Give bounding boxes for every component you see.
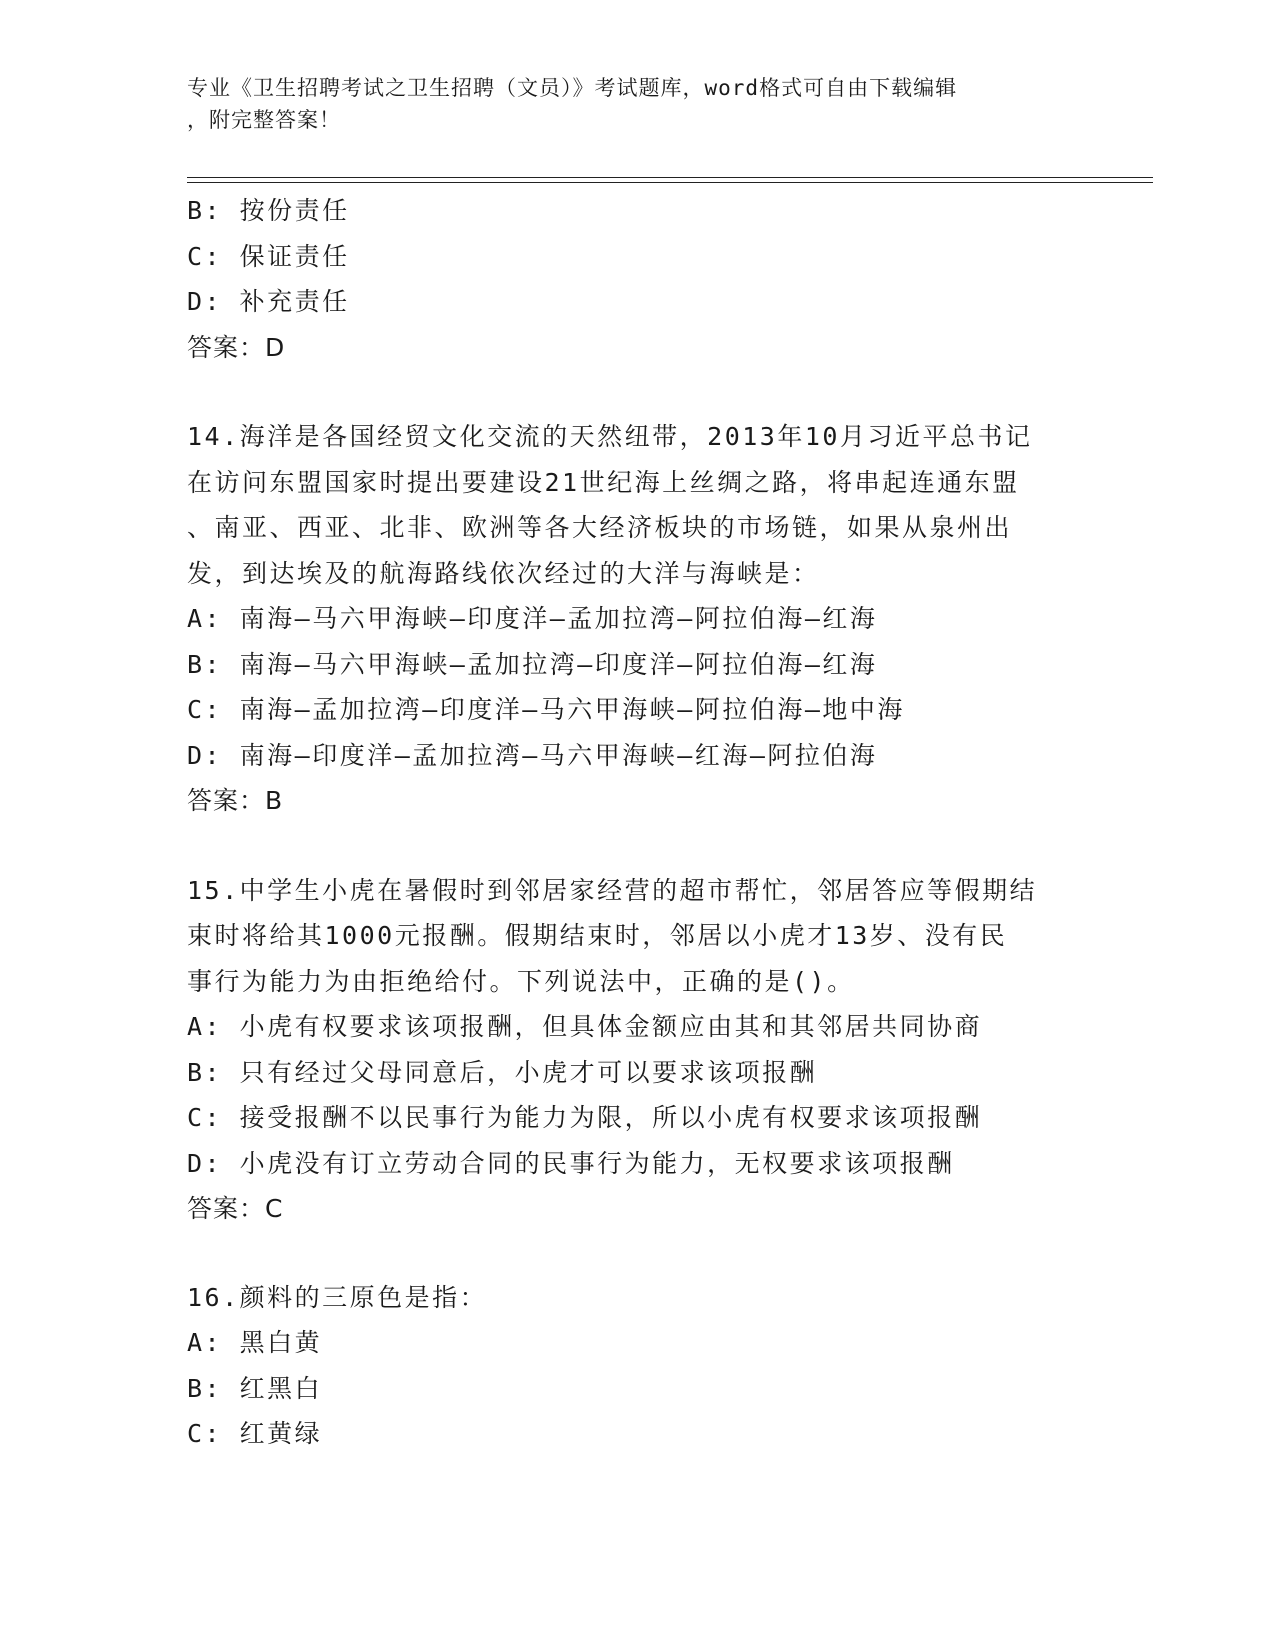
option-a: A: 小虎有权要求该项报酬，但具体金额应由其和其邻居共同协商 <box>187 1012 983 1041</box>
option-b: B: 红黑白 <box>187 1373 323 1403</box>
option-a: A: 黑白黄 <box>187 1328 323 1357</box>
question-text: 束时将给其1000元报酬。假期结束时，邻居以小虎才13岁、没有民 <box>187 921 1008 950</box>
spacer <box>187 370 1087 414</box>
question-text: 15.中学生小虎在暑假时到邻居家经营的超市帮忙，邻居答应等假期结 <box>187 875 1038 905</box>
option-c: C: 接受报酬不以民事行为能力为限，所以小虎有权要求该项报酬 <box>187 1103 983 1132</box>
spacer <box>187 1232 1087 1275</box>
answer: 答案：C <box>187 1194 284 1223</box>
option-d: D: 补充责任 <box>187 287 350 316</box>
option-c: C: 红黄绿 <box>187 1419 323 1448</box>
option-b: B: 南海—马六甲海峡—孟加拉湾—印度洋—阿拉伯海—红海 <box>187 649 878 679</box>
question-text: 事行为能力为由拒绝给付。下列说法中，正确的是()。 <box>187 966 855 996</box>
question-text: 、南亚、西亚、北非、欧洲等各大经济板块的市场链，如果从泉州出 <box>187 513 1013 542</box>
header-divider-bottom <box>187 182 1153 183</box>
option-a: A: 南海—马六甲海峡—印度洋—孟加拉湾—阿拉伯海—红海 <box>187 604 878 633</box>
question-15 <box>187 868 1087 1232</box>
question-16 <box>187 1275 1087 1457</box>
option-c: C: 南海—孟加拉湾—印度洋—马六甲海峡—阿拉伯海—地中海 <box>187 695 905 724</box>
question-text: 14.海洋是各国经贸文化交流的天然纽带，2013年10月习近平总书记 <box>187 422 1033 451</box>
question-14 <box>187 414 1087 824</box>
document-header <box>187 72 1067 136</box>
header-line-2: ，附完整答案！ <box>187 108 341 132</box>
question-text: 在访问东盟国家时提出要建设21世纪海上丝绸之路，将串起连通东盟 <box>187 467 1020 497</box>
question-text: 发，到达埃及的航海路线依次经过的大洋与海峡是： <box>187 558 820 588</box>
header-line-1: 专业《卫生招聘考试之卫生招聘（文员）》考试题库，word格式可自由下载编辑 <box>187 76 958 100</box>
option-b: B: 按份责任 <box>187 196 350 225</box>
spacer <box>187 824 1087 868</box>
option-b: B: 只有经过父母同意后，小虎才可以要求该项报酬 <box>187 1057 818 1087</box>
header-divider-top <box>187 177 1153 178</box>
question-list <box>187 188 1087 1457</box>
question-13 <box>187 188 1087 370</box>
answer: 答案：D <box>187 332 286 362</box>
answer: 答案：B <box>187 786 284 815</box>
option-d: D: 小虎没有订立劳动合同的民事行为能力，无权要求该项报酬 <box>187 1148 955 1178</box>
question-text: 16.颜料的三原色是指： <box>187 1282 488 1312</box>
option-d: D: 南海—印度洋—孟加拉湾—马六甲海峡—红海—阿拉伯海 <box>187 740 878 770</box>
option-c: C: 保证责任 <box>187 241 350 271</box>
